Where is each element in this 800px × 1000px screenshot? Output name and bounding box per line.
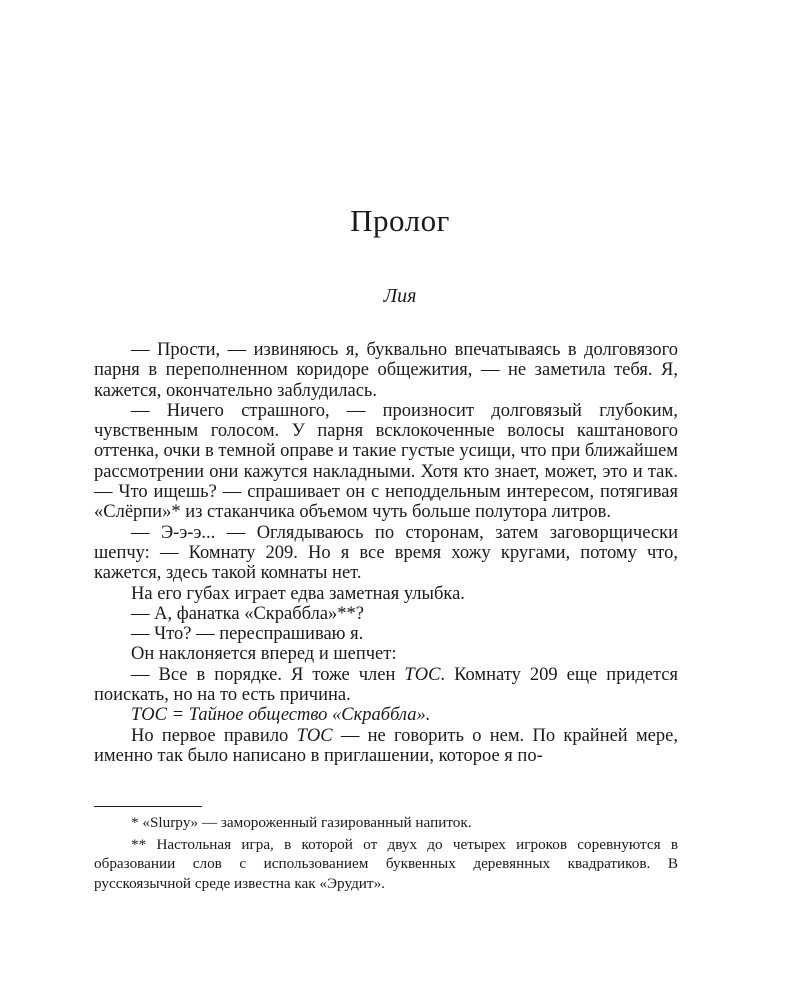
- emphasis-text: ТОС: [296, 725, 333, 746]
- paragraph: — Прости, — извиняюсь я, буквально впечатываясь в долговязого парня в переполненном коридоре общежития, — не заметила тебя. Я, кажется, окончательно заблудилась.: [94, 340, 678, 401]
- paragraph-text: — Все в порядке. Я тоже член: [131, 664, 405, 685]
- footnote-divider: [94, 806, 202, 807]
- emphasis-text: ТОС = Тайное общество «Скраббла».: [131, 705, 431, 726]
- paragraph: [94, 726, 678, 767]
- paragraph-text: . Комнату 209 еще придется поискать, но на то есть причина.: [94, 664, 678, 706]
- paragraph-italic: [94, 705, 678, 725]
- paragraph: [94, 665, 678, 706]
- paragraph: — Ничего страшного, — произносит долговязый глубоким, чувственным голосом. У парня всклокоченные волосы каштанового оттенка, очки в темной оправе и такие густые усищи, что при ближайшем рассмотрении они кажутся накладными. Хотя кто знает, может, это и так. — Что ищешь? — спрашивает он с неподдельным интересом, потягивая «Слёрпи»* из стаканчика объемом чуть больше полутора литров.: [94, 400, 678, 523]
- footnote: ** Настольная игра, в которой от двух до четырех игроков соревнуются в образовании слов с использованием буквенных деревянных квадратиков. В русскоязычной среде известна как «Эрудит».: [94, 835, 678, 892]
- chapter-title: Пролог: [350, 203, 450, 238]
- paragraph: На его губах играет едва заметная улыбка.: [131, 583, 465, 604]
- paragraph-text: Но первое правило: [131, 725, 297, 746]
- emphasis-text: ТОС: [404, 664, 441, 685]
- paragraph-text: — не говорить о нем. По крайней мере, именно так было написано в приглашении, которое я по-: [94, 725, 678, 766]
- paragraph: — Э-э-э... — Оглядываюсь по сторонам, затем заговорщически шепчу: — Комнату 209. Но я все время хожу кругами, потому что, кажется, здесь такой комнаты нет.: [94, 522, 678, 584]
- paragraph: Он наклоняется вперед и шепчет:: [131, 644, 397, 665]
- paragraph: — А, фанатка «Скраббла»**?: [131, 603, 365, 624]
- paragraph: — Что? — переспрашиваю я.: [131, 624, 364, 645]
- footnote: * «Slurpy» — замороженный газированный напиток.: [131, 814, 472, 831]
- body-text: [94, 340, 678, 766]
- footnotes: [94, 813, 678, 895]
- chapter-subtitle: Лия: [383, 285, 417, 307]
